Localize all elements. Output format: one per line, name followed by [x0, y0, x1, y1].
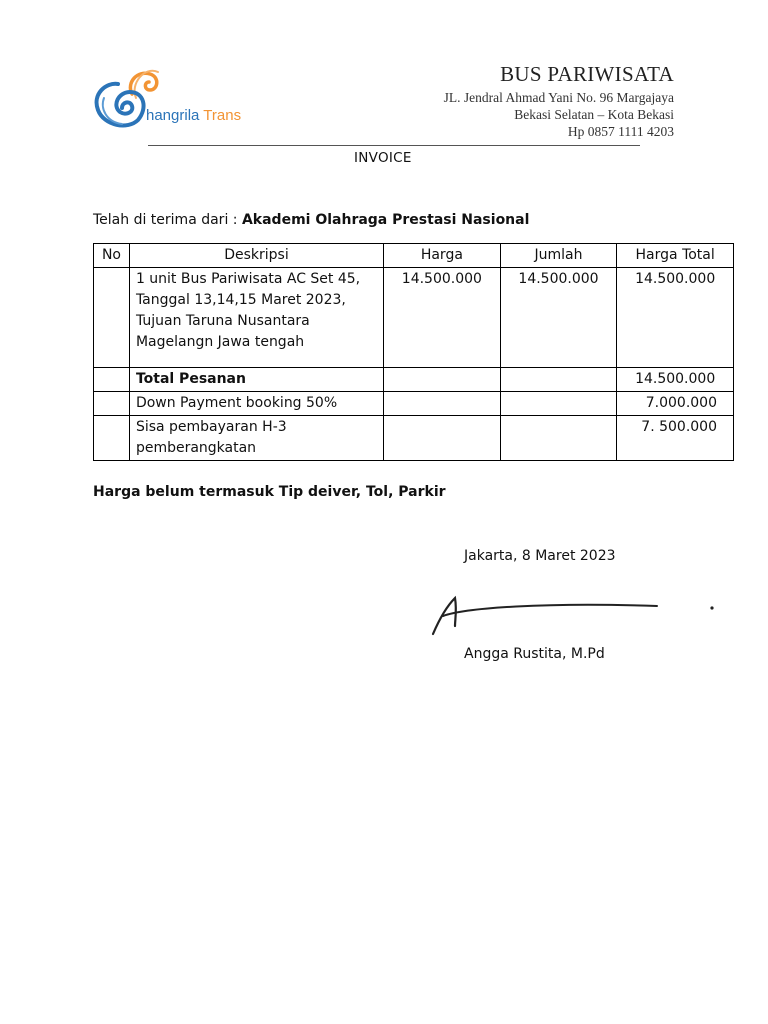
signature-scribble-icon — [425, 590, 725, 642]
logo-text: hangrila Trans — [146, 107, 242, 124]
company-address-line2: Bekasi Selatan – Kota Bekasi — [514, 107, 674, 122]
table-row-sisa-pembayaran — [94, 416, 734, 461]
invoice-title: INVOICE — [354, 150, 412, 166]
price-note: Harga belum termasuk Tip deiver, Tol, Parkir — [93, 484, 446, 500]
header-harga-total: Harga Total — [617, 244, 734, 268]
summary-label: Total Pesanan — [129, 368, 383, 392]
cell-no — [94, 268, 130, 368]
cell-description — [129, 268, 383, 368]
description-line: Magelangn Jawa tengah — [135, 334, 305, 350]
place-date: Jakarta, 8 Maret 2023 — [464, 548, 616, 564]
header-deskripsi: Deskripsi — [129, 244, 383, 268]
company-address-line1: JL. Jendral Ahmad Yani No. 96 Margajaya — [443, 90, 674, 105]
company-phone: Hp 0857 1111 4203 — [567, 124, 674, 139]
summary-label: Down Payment booking 50% — [129, 392, 383, 416]
table-header-row — [94, 244, 734, 268]
table-row-total-pesanan — [94, 368, 734, 392]
header-jumlah: Jumlah — [500, 244, 617, 268]
signer-name: Angga Rustita, M.Pd — [464, 646, 605, 662]
description-line: Tanggal 13,14,15 Maret 2023, — [135, 292, 346, 308]
received-from-name: Akademi Olahraga Prestasi Nasional — [241, 212, 530, 228]
description-line: Tujuan Taruna Nusantara — [135, 313, 310, 329]
cell-harga-total: 14.500.000 — [617, 268, 734, 368]
company-logo — [92, 64, 242, 136]
received-from — [93, 212, 529, 228]
cell-harga: 14.500.000 — [384, 268, 501, 368]
header-harga: Harga — [384, 244, 501, 268]
signature — [425, 590, 725, 642]
summary-total: 7. 500.000 — [617, 416, 734, 461]
summary-label: Sisa pembayaran H-3 pemberangkatan — [129, 416, 383, 461]
description-line: 1 unit Bus Pariwisata AC Set 45, — [135, 271, 361, 287]
spiral-logo-icon — [92, 64, 242, 136]
received-label: Telah di terima dari : — [93, 212, 242, 228]
cell-jumlah: 14.500.000 — [500, 268, 617, 368]
summary-total: 14.500.000 — [617, 368, 734, 392]
summary-total: 7.000.000 — [617, 392, 734, 416]
header-no: No — [94, 244, 130, 268]
table-row — [94, 268, 734, 368]
header-divider — [148, 145, 640, 146]
invoice-table — [93, 243, 734, 461]
company-header — [444, 62, 674, 140]
company-name: BUS PARIWISATA — [500, 62, 674, 86]
table-row-down-payment — [94, 392, 734, 416]
